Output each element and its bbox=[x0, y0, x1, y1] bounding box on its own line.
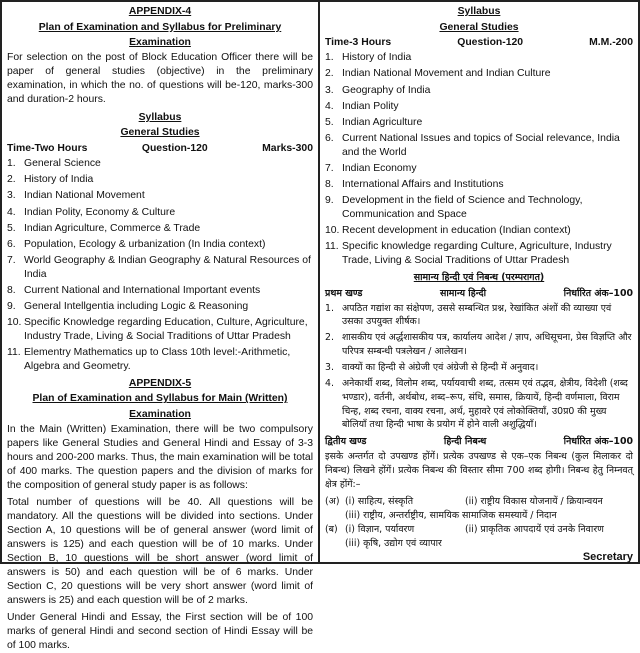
item-text: Specific Knowledge regarding Education, Culture, Agriculture, Industry Trade, Living & Social Traditions of Uttar Pradesh bbox=[24, 317, 308, 342]
section-2-subject: हिन्दी निबन्ध bbox=[443, 436, 487, 448]
hindi-syllabus-list bbox=[325, 302, 633, 432]
list-item bbox=[325, 84, 633, 98]
item-text: Specific knowledge regarding Culture, Agriculture, Industry Trade, Living & Social Traditions of Uttar Pradesh bbox=[342, 241, 612, 266]
item-text: History of India bbox=[342, 52, 412, 64]
item-text: शासकीय एवं अर्द्धशासकीय पत्र, कार्यालय आदेश / ज्ञाप, अधिसूचना, प्रेस विज्ञप्ति और परिपत्र सम्बन्धी पत्रलेखन / आलेखन। bbox=[342, 332, 632, 357]
item-text: Population, Ecology & urbanization (In India context) bbox=[24, 238, 266, 250]
item-text: General Intellgentia including Logic & Reasoning bbox=[24, 301, 249, 313]
item-text: International Affairs and Institutions bbox=[342, 179, 504, 191]
section-1-label: प्रथम खण्ड bbox=[325, 287, 363, 299]
list-item bbox=[325, 194, 633, 221]
item-text: Indian Agriculture bbox=[342, 116, 423, 128]
item-number: 7. bbox=[325, 162, 334, 174]
item-number: 2. bbox=[325, 68, 334, 80]
general-studies-heading: General Studies bbox=[120, 127, 200, 139]
item-number: 2. bbox=[325, 332, 334, 344]
group-a-item: (ii) राष्ट्रीय विकास योजनायें / क्रियान्वयन bbox=[465, 496, 603, 508]
exam-meta bbox=[7, 141, 313, 157]
item-number: 2. bbox=[7, 174, 16, 186]
exam-meta bbox=[325, 35, 633, 51]
section-2-text: इसके अन्तर्गत दो उपखण्ड होंगें। प्रत्येक उपखण्ड से एक–एक निबन्ध (कुल मिलाकर दो निबन्ध) लिखने होंगें। प्रत्येक निबन्ध की विस्तार सीमा 700 शब्द होगी। निबन्ध हेतु निम्नवत् क्षेत्र होंगें:– bbox=[325, 451, 633, 491]
item-number: 6. bbox=[7, 238, 16, 250]
item-number: 1. bbox=[325, 52, 334, 64]
item-text: History of India bbox=[24, 174, 94, 186]
item-number: 4. bbox=[325, 378, 334, 390]
marks: Marks-300 bbox=[262, 142, 313, 154]
group-b-item: (i) विज्ञान, पर्यावरण bbox=[345, 524, 415, 536]
group-b-item: (iii) कृषि, उद्योग एवं व्यापार bbox=[345, 538, 442, 550]
item-number: 5. bbox=[7, 222, 16, 234]
section-2-marks: निर्धारित अंक–100 bbox=[563, 436, 633, 448]
main-paragraph-2: Total number of questions will be 40. All questions will be mandatory. All the questions will be divided into sections. Under Section A, 10 questions will be of general answer (word limit of answers is 125) and each question will be of 10 marks. Under Section B, 10 questions will be short answer (word limit of answers is 50) and each question will be of 6 marks. Under Section C, 20 questions will be very short answer (word limit of answers is 25) and each question will be of 2 marks. bbox=[7, 496, 313, 606]
item-text: Indian National Movement bbox=[24, 190, 145, 202]
prelim-intro: For selection on the post of Block Education Officer there will be paper of general studies (objective) in the preliminary examination, in which the no. of questions will be-120, marks-300 and duration-2 hours. bbox=[7, 51, 313, 105]
list-item bbox=[7, 316, 313, 343]
time: Time-3 Hours bbox=[325, 37, 392, 49]
item-number: 8. bbox=[7, 284, 16, 296]
item-text: वाक्यों का हिन्दी से अंग्रेजी एवं अंग्रेजी से हिन्दी में अनुवाद। bbox=[342, 362, 539, 374]
prelim-title: Plan of Examination and Syllabus for Preliminary Examination bbox=[38, 21, 282, 49]
list-item bbox=[325, 224, 633, 238]
list-item bbox=[325, 331, 633, 358]
list-item bbox=[325, 361, 633, 375]
list-item bbox=[7, 254, 313, 281]
item-number: 3. bbox=[325, 362, 334, 374]
list-item bbox=[325, 116, 633, 130]
item-text: World Geography & Indian Geography & Natural Resources of India bbox=[24, 255, 311, 280]
prelim-syllabus-list bbox=[7, 157, 313, 373]
list-item bbox=[325, 302, 633, 329]
item-number: 9. bbox=[7, 301, 16, 313]
main-paragraph-3: Under General Hindi and Essay, the First section will be of 100 marks of general Hindi and second section of Hindi Essay will be of 100 marks. bbox=[7, 611, 313, 651]
group-a-item: (iii) राष्ट्रीय, अन्तर्राष्ट्रीय, सामयिक सामाजिक समस्यायें / निदान bbox=[345, 510, 557, 522]
item-text: अपठित गद्यांश का संक्षेपण, उससे सम्बन्धित प्रश्न, रेखांकित अंशों की व्याख्या एवं उसका उपयुक्त शीर्षक। bbox=[342, 302, 612, 328]
item-text: Elementry Mathematics up to Class 10th level:-Arithmetic, Algebra and Geometry. bbox=[24, 347, 291, 372]
list-item bbox=[325, 132, 633, 159]
questions: Question-120 bbox=[141, 142, 208, 154]
item-number: 7. bbox=[7, 255, 16, 267]
list-item bbox=[325, 178, 633, 192]
list-item bbox=[7, 300, 313, 314]
essay-group-b bbox=[325, 523, 633, 551]
left-column bbox=[2, 2, 320, 651]
item-number: 4. bbox=[7, 206, 16, 218]
item-text: अनेकार्थी शब्द, विलोम शब्द, पर्यायवाची शब्द, तत्सम एवं तद्भव, क्षेत्रीय, विदेशी (शब्द भण्डार), वर्तनी, अर्थबोध, शब्द–रूप, संधि, समास, क्रियायें, हिन्दी वर्णमाला, विराम चिन्ह, शब्द रचना, वाक्य रचना, अर्थ, मुहावरे एवं लोकोक्तियाँ, उ0प्र0 की मुख्य बोलियाँ तथा हिन्दी भाषा के प्रयोग में होने वाली अशुद्धियाँ। bbox=[342, 378, 628, 431]
hindi-title: सामान्य हिन्दी एवं निबन्ध (परम्परागत) bbox=[413, 272, 545, 284]
list-item bbox=[325, 162, 633, 176]
section-1-subject: सामान्य हिन्दी bbox=[440, 287, 486, 299]
item-text: Current National and International Important events bbox=[24, 284, 261, 296]
item-text: Current National Issues and topics of Social relevance, India and the World bbox=[342, 133, 620, 158]
group-a-label: (अ) bbox=[325, 496, 340, 508]
item-number: 1. bbox=[325, 302, 334, 314]
item-number: 6. bbox=[325, 133, 334, 145]
main-paragraph-1: In the Main (Written) Examination, there will be two compulsory papers like General Studies and General Hindi and Essay of 3-3 hours and 200-200 marks. Thus, the main examination will be total of 400 marks. The question papers and the division of marks for the composition of general study paper is as follows: bbox=[7, 423, 313, 491]
section-2-header bbox=[325, 434, 633, 450]
item-number: 10. bbox=[7, 317, 22, 329]
list-item bbox=[325, 67, 633, 81]
item-number: 8. bbox=[325, 179, 334, 191]
signature-secretary: Secretary bbox=[582, 551, 633, 564]
item-text: Indian Polity, Economy & Culture bbox=[24, 206, 176, 218]
syllabus-heading: Syllabus bbox=[138, 111, 182, 123]
questions: Question-120 bbox=[457, 37, 524, 49]
item-text: Recent development in education (Indian context) bbox=[342, 225, 571, 237]
item-text: Geography of India bbox=[342, 84, 431, 96]
main-title: Plan of Examination and Syllabus for Main (Written) Examination bbox=[32, 393, 288, 420]
item-number: 9. bbox=[325, 195, 334, 207]
list-item bbox=[7, 157, 313, 171]
list-item bbox=[7, 284, 313, 298]
list-item bbox=[7, 173, 313, 187]
appendix-5-heading: APPENDIX-5 bbox=[128, 377, 192, 389]
item-text: Development in the field of Science and Technology, Communication and Space bbox=[342, 195, 583, 220]
group-b-label: (ब) bbox=[325, 524, 338, 536]
item-text: Indian Polity bbox=[342, 100, 399, 112]
time: Time-Two Hours bbox=[7, 142, 88, 154]
marks: M.M.-200 bbox=[589, 37, 633, 49]
group-a-item: (i) साहित्य, संस्कृति bbox=[345, 496, 414, 508]
list-item bbox=[325, 240, 633, 267]
item-number: 1. bbox=[7, 157, 16, 169]
group-b-item: (ii) प्राकृतिक आपदायें एवं उनके निवारण bbox=[465, 524, 604, 536]
general-studies-heading: General Studies bbox=[439, 21, 519, 33]
item-number: 10. bbox=[325, 225, 340, 237]
section-1-marks: निर्धारित अंक–100 bbox=[563, 287, 633, 299]
list-item bbox=[7, 238, 313, 252]
item-text: Indian National Movement and Indian Culture bbox=[342, 68, 551, 80]
list-item bbox=[7, 222, 313, 236]
list-item bbox=[7, 189, 313, 203]
item-number: 4. bbox=[325, 100, 334, 112]
item-number: 11. bbox=[7, 347, 21, 359]
section-1-header bbox=[325, 286, 633, 302]
list-item bbox=[325, 51, 633, 65]
list-item bbox=[325, 100, 633, 114]
item-text: Indian Economy bbox=[342, 162, 417, 174]
item-text: Indian Agriculture, Commerce & Trade bbox=[24, 222, 201, 234]
list-item bbox=[7, 346, 313, 373]
list-item bbox=[325, 377, 633, 431]
appendix-4-heading: APPENDIX-4 bbox=[128, 6, 192, 17]
item-number: 3. bbox=[7, 190, 16, 202]
item-number: 5. bbox=[325, 116, 334, 128]
item-number: 3. bbox=[325, 84, 334, 96]
syllabus-heading: Syllabus bbox=[457, 6, 501, 17]
section-2-label: द्वितीय खण्ड bbox=[325, 436, 367, 448]
right-column bbox=[320, 2, 638, 562]
main-syllabus-list bbox=[325, 51, 633, 267]
item-number: 11. bbox=[325, 241, 339, 253]
essay-group-a bbox=[325, 495, 633, 523]
list-item bbox=[7, 206, 313, 220]
item-text: General Science bbox=[24, 157, 101, 169]
